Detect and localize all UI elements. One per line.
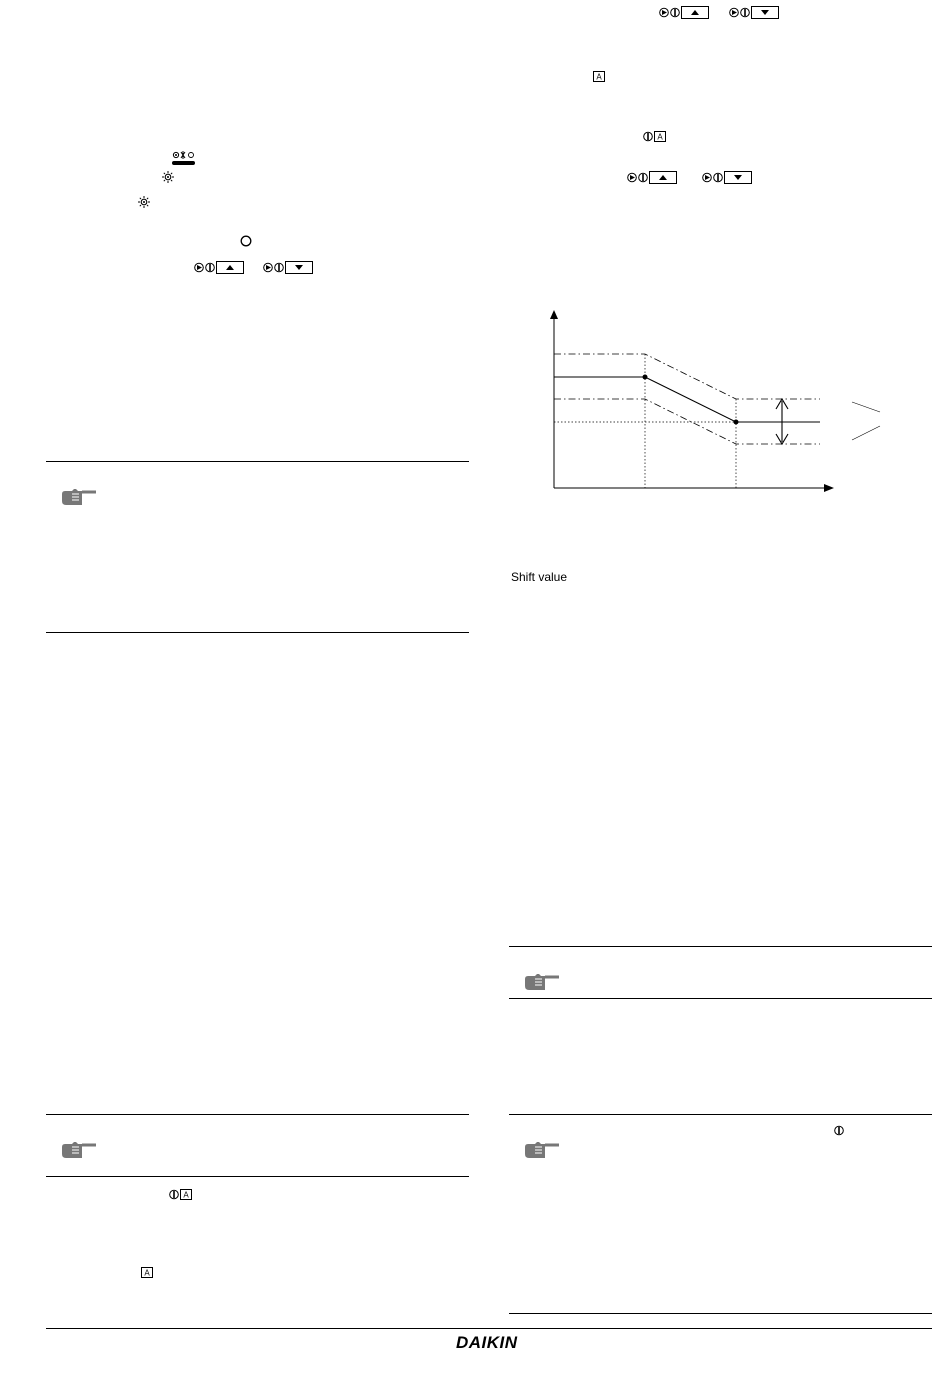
x-axis-arrow-icon	[824, 484, 834, 492]
auto-mode-icon	[593, 69, 605, 87]
temperature-dial-icon	[713, 172, 723, 183]
pointing-hand-note-icon	[60, 1141, 98, 1166]
svg-text:A: A	[657, 132, 663, 142]
divider	[509, 998, 932, 999]
down-button[interactable]	[285, 261, 313, 274]
svg-text:A: A	[144, 1268, 150, 1278]
up-button[interactable]	[681, 6, 709, 19]
arrow-right-icon	[194, 262, 204, 273]
temperature-up-control[interactable]	[194, 261, 244, 274]
dial-auto-indicator	[643, 131, 666, 142]
divider	[509, 1313, 932, 1314]
breakpoint	[643, 375, 648, 380]
temperature-dial-icon	[274, 262, 284, 273]
arrow-right-icon	[659, 7, 669, 18]
setpoint-line	[554, 377, 820, 422]
temperature-dial-icon	[834, 1123, 844, 1141]
pointing-hand-note-icon	[523, 973, 561, 998]
temperature-down-control[interactable]	[729, 6, 779, 19]
arrow-right-icon	[627, 172, 637, 183]
divider	[509, 1114, 932, 1115]
arrow-right-icon	[702, 172, 712, 183]
temperature-dial-icon	[643, 131, 653, 142]
temperature-dial-icon	[205, 262, 215, 273]
divider	[46, 461, 469, 462]
divider	[509, 946, 932, 947]
shift-value-label: Shift value	[511, 570, 568, 584]
down-button[interactable]	[751, 6, 779, 19]
arrow-right-icon	[263, 262, 273, 273]
callout-line	[852, 402, 880, 412]
temperature-down-control[interactable]	[263, 261, 313, 274]
auto-mode-icon	[180, 1189, 192, 1200]
dial-auto-indicator	[169, 1189, 192, 1200]
temperature-up-control[interactable]	[659, 6, 709, 19]
sun-icon	[138, 195, 150, 213]
divider	[46, 1176, 469, 1177]
divider	[46, 1114, 469, 1115]
svg-text:A: A	[596, 72, 602, 82]
shift-value-diagram	[540, 305, 890, 500]
arrow-right-icon	[729, 7, 739, 18]
pointing-hand-note-icon	[523, 1141, 561, 1166]
temperature-dial-icon	[169, 1189, 179, 1200]
temperature-dial-icon	[670, 7, 680, 18]
divider	[46, 632, 469, 633]
breakpoint	[734, 420, 739, 425]
temperature-up-control[interactable]	[627, 171, 677, 184]
callout-line	[852, 426, 880, 440]
footer-rule	[46, 1328, 932, 1329]
pointing-hand-note-icon	[60, 488, 98, 513]
up-button[interactable]	[649, 171, 677, 184]
auto-mode-icon	[141, 1265, 153, 1283]
auto-mode-icon	[654, 131, 666, 142]
temperature-dial-icon	[740, 7, 750, 18]
y-axis-arrow-icon	[550, 310, 558, 319]
temperature-dial-icon	[638, 172, 648, 183]
circle-icon	[240, 234, 252, 252]
down-button[interactable]	[724, 171, 752, 184]
display-indicator	[171, 151, 197, 166]
brand-logo: DAIKIN	[456, 1333, 518, 1352]
temperature-down-control[interactable]	[702, 171, 752, 184]
svg-text:A: A	[183, 1190, 189, 1200]
up-button[interactable]	[216, 261, 244, 274]
sun-icon	[162, 170, 174, 188]
